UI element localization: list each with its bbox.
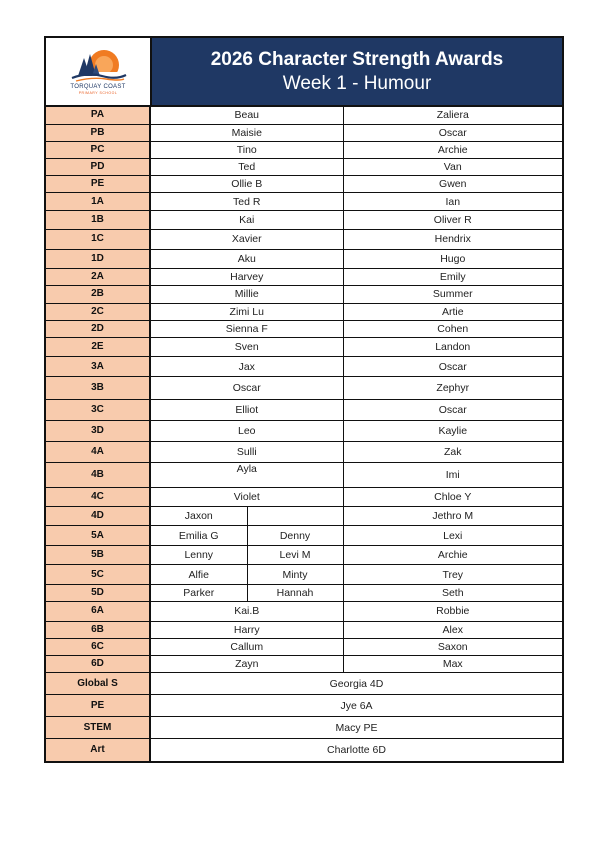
class-code: 4A bbox=[46, 441, 150, 462]
table-row bbox=[46, 441, 562, 462]
class-code: 1A bbox=[46, 193, 150, 210]
student-name-1: Ted R bbox=[150, 193, 343, 210]
class-code: 5D bbox=[46, 584, 150, 601]
table-row bbox=[46, 210, 562, 230]
student-name-1: Zayn bbox=[150, 655, 343, 672]
student-name-1: Ollie B bbox=[150, 176, 343, 193]
table-row bbox=[46, 621, 562, 638]
table-row bbox=[46, 230, 562, 250]
table-row bbox=[46, 303, 562, 320]
student-name-1: Parker bbox=[150, 584, 247, 601]
student-name-3: Archie bbox=[343, 141, 562, 158]
class-code: 4C bbox=[46, 487, 150, 506]
table-row bbox=[46, 526, 562, 546]
student-name-1: Tino bbox=[150, 141, 343, 158]
student-name-1: Ayla bbox=[150, 462, 343, 487]
page-title: 2026 Character Strength Awards bbox=[210, 48, 504, 70]
table-row bbox=[46, 357, 562, 377]
table-row bbox=[46, 565, 562, 585]
class-code: 3C bbox=[46, 399, 150, 420]
table-row bbox=[46, 193, 562, 210]
student-name-3: Oscar bbox=[343, 357, 562, 377]
table-row bbox=[46, 337, 562, 357]
class-code: 6D bbox=[46, 655, 150, 672]
class-code: 2A bbox=[46, 269, 150, 286]
student-name-1: Sienna F bbox=[150, 320, 343, 337]
class-code: 1B bbox=[46, 210, 150, 230]
student-name-1: Oscar bbox=[150, 376, 343, 399]
table-row bbox=[46, 420, 562, 441]
student-name-1: Leo bbox=[150, 420, 343, 441]
school-subname: PRIMARY SCHOOL bbox=[78, 90, 118, 95]
student-name-1: Callum bbox=[150, 638, 343, 655]
table-row bbox=[46, 124, 562, 141]
class-code: 5B bbox=[46, 545, 150, 565]
class-code: 3B bbox=[46, 376, 150, 399]
class-code: 2D bbox=[46, 320, 150, 337]
class-code: 5A bbox=[46, 526, 150, 546]
table-row bbox=[46, 462, 562, 487]
student-name-1: Jax bbox=[150, 357, 343, 377]
awards-table bbox=[46, 107, 562, 761]
student-name-1: Sulli bbox=[150, 441, 343, 462]
table-row bbox=[46, 602, 562, 622]
class-code: 6C bbox=[46, 638, 150, 655]
special-award-row bbox=[46, 739, 562, 761]
header bbox=[46, 38, 562, 107]
title-block bbox=[152, 38, 562, 105]
class-code: 4D bbox=[46, 506, 150, 526]
special-award-row bbox=[46, 695, 562, 717]
student-name-3: Oscar bbox=[343, 124, 562, 141]
student-name-1: Millie bbox=[150, 286, 343, 303]
class-code: 6A bbox=[46, 602, 150, 622]
student-name-3: Hendrix bbox=[343, 230, 562, 250]
student-name-1: Sven bbox=[150, 337, 343, 357]
special-award-row bbox=[46, 673, 562, 695]
student-name-2: Hannah bbox=[247, 584, 343, 601]
class-code: 6B bbox=[46, 621, 150, 638]
class-code: PC bbox=[46, 141, 150, 158]
student-name-1: Ted bbox=[150, 159, 343, 176]
table-row bbox=[46, 107, 562, 124]
student-name-3: Emily bbox=[343, 269, 562, 286]
student-name-3: Oliver R bbox=[343, 210, 562, 230]
class-code: PE bbox=[46, 176, 150, 193]
student-name-3: Cohen bbox=[343, 320, 562, 337]
student-name-3: Van bbox=[343, 159, 562, 176]
special-award-row bbox=[46, 717, 562, 739]
table-row bbox=[46, 638, 562, 655]
award-category: STEM bbox=[46, 717, 150, 739]
student-name-3: Lexi bbox=[343, 526, 562, 546]
table-row bbox=[46, 545, 562, 565]
student-name-3: Imi bbox=[343, 462, 562, 487]
class-code: PB bbox=[46, 124, 150, 141]
award-winner: Jye 6A bbox=[150, 695, 562, 717]
student-name-1: Lenny bbox=[150, 545, 247, 565]
student-name-1: Kai.B bbox=[150, 602, 343, 622]
awards-sheet bbox=[44, 36, 564, 763]
class-code: PD bbox=[46, 159, 150, 176]
student-name-3: Seth bbox=[343, 584, 562, 601]
student-name-3: Kaylie bbox=[343, 420, 562, 441]
award-category: Art bbox=[46, 739, 150, 761]
class-code: 2E bbox=[46, 337, 150, 357]
award-winner: Georgia 4D bbox=[150, 673, 562, 695]
class-code: 2C bbox=[46, 303, 150, 320]
table-row bbox=[46, 286, 562, 303]
table-row bbox=[46, 176, 562, 193]
student-name-1: Maisie bbox=[150, 124, 343, 141]
award-winner: Macy PE bbox=[150, 717, 562, 739]
student-name-2: Levi M bbox=[247, 545, 343, 565]
class-code: PA bbox=[46, 107, 150, 124]
student-name-1: Emilia G bbox=[150, 526, 247, 546]
student-name-3: Alex bbox=[343, 621, 562, 638]
student-name-1: Alfie bbox=[150, 565, 247, 585]
student-name-3: Saxon bbox=[343, 638, 562, 655]
table-row bbox=[46, 320, 562, 337]
table-row bbox=[46, 159, 562, 176]
class-code: 2B bbox=[46, 286, 150, 303]
class-code: 3D bbox=[46, 420, 150, 441]
table-row bbox=[46, 141, 562, 158]
student-name-1: Kai bbox=[150, 210, 343, 230]
class-code: 4B bbox=[46, 462, 150, 487]
school-logo bbox=[46, 38, 152, 105]
class-code: 1C bbox=[46, 230, 150, 250]
table-row bbox=[46, 399, 562, 420]
student-name-3: Zak bbox=[343, 441, 562, 462]
table-row bbox=[46, 655, 562, 672]
student-name-3: Chloe Y bbox=[343, 487, 562, 506]
student-name-3: Jethro M bbox=[343, 506, 562, 526]
table-row bbox=[46, 487, 562, 506]
student-name-3: Trey bbox=[343, 565, 562, 585]
student-name-2: Denny bbox=[247, 526, 343, 546]
student-name-3: Hugo bbox=[343, 249, 562, 269]
student-name-1: Harvey bbox=[150, 269, 343, 286]
page-subtitle: Week 1 - Humour bbox=[282, 72, 432, 94]
student-name-1: Elliot bbox=[150, 399, 343, 420]
student-name-1: Xavier bbox=[150, 230, 343, 250]
award-category: Global S bbox=[46, 673, 150, 695]
student-name-1: Beau bbox=[150, 107, 343, 124]
table-row bbox=[46, 506, 562, 526]
school-name: TORQUAY COAST bbox=[70, 83, 126, 90]
student-name-2: Minty bbox=[247, 565, 343, 585]
student-name-3: Archie bbox=[343, 545, 562, 565]
table-row bbox=[46, 269, 562, 286]
student-name-3: Robbie bbox=[343, 602, 562, 622]
student-name-3: Zephyr bbox=[343, 376, 562, 399]
student-name-3: Summer bbox=[343, 286, 562, 303]
class-code: 1D bbox=[46, 249, 150, 269]
student-name-3: Zaliera bbox=[343, 107, 562, 124]
student-name-1: Violet bbox=[150, 487, 343, 506]
student-name-3: Max bbox=[343, 655, 562, 672]
class-code: 5C bbox=[46, 565, 150, 585]
student-name-1: Zimi Lu bbox=[150, 303, 343, 320]
student-name-3: Landon bbox=[343, 337, 562, 357]
student-name-1: Aku bbox=[150, 249, 343, 269]
table-row bbox=[46, 584, 562, 601]
student-name-3: Ian bbox=[343, 193, 562, 210]
class-code: 3A bbox=[46, 357, 150, 377]
award-winner: Charlotte 6D bbox=[150, 739, 562, 761]
student-name-3: Gwen bbox=[343, 176, 562, 193]
student-name-1: Harry bbox=[150, 621, 343, 638]
table-row bbox=[46, 249, 562, 269]
logo-emblem-icon bbox=[68, 48, 128, 84]
student-name-1: Jaxon bbox=[150, 506, 247, 526]
student-name-3: Oscar bbox=[343, 399, 562, 420]
student-name-3: Artie bbox=[343, 303, 562, 320]
table-row bbox=[46, 376, 562, 399]
student-name-2 bbox=[247, 506, 343, 526]
award-category: PE bbox=[46, 695, 150, 717]
